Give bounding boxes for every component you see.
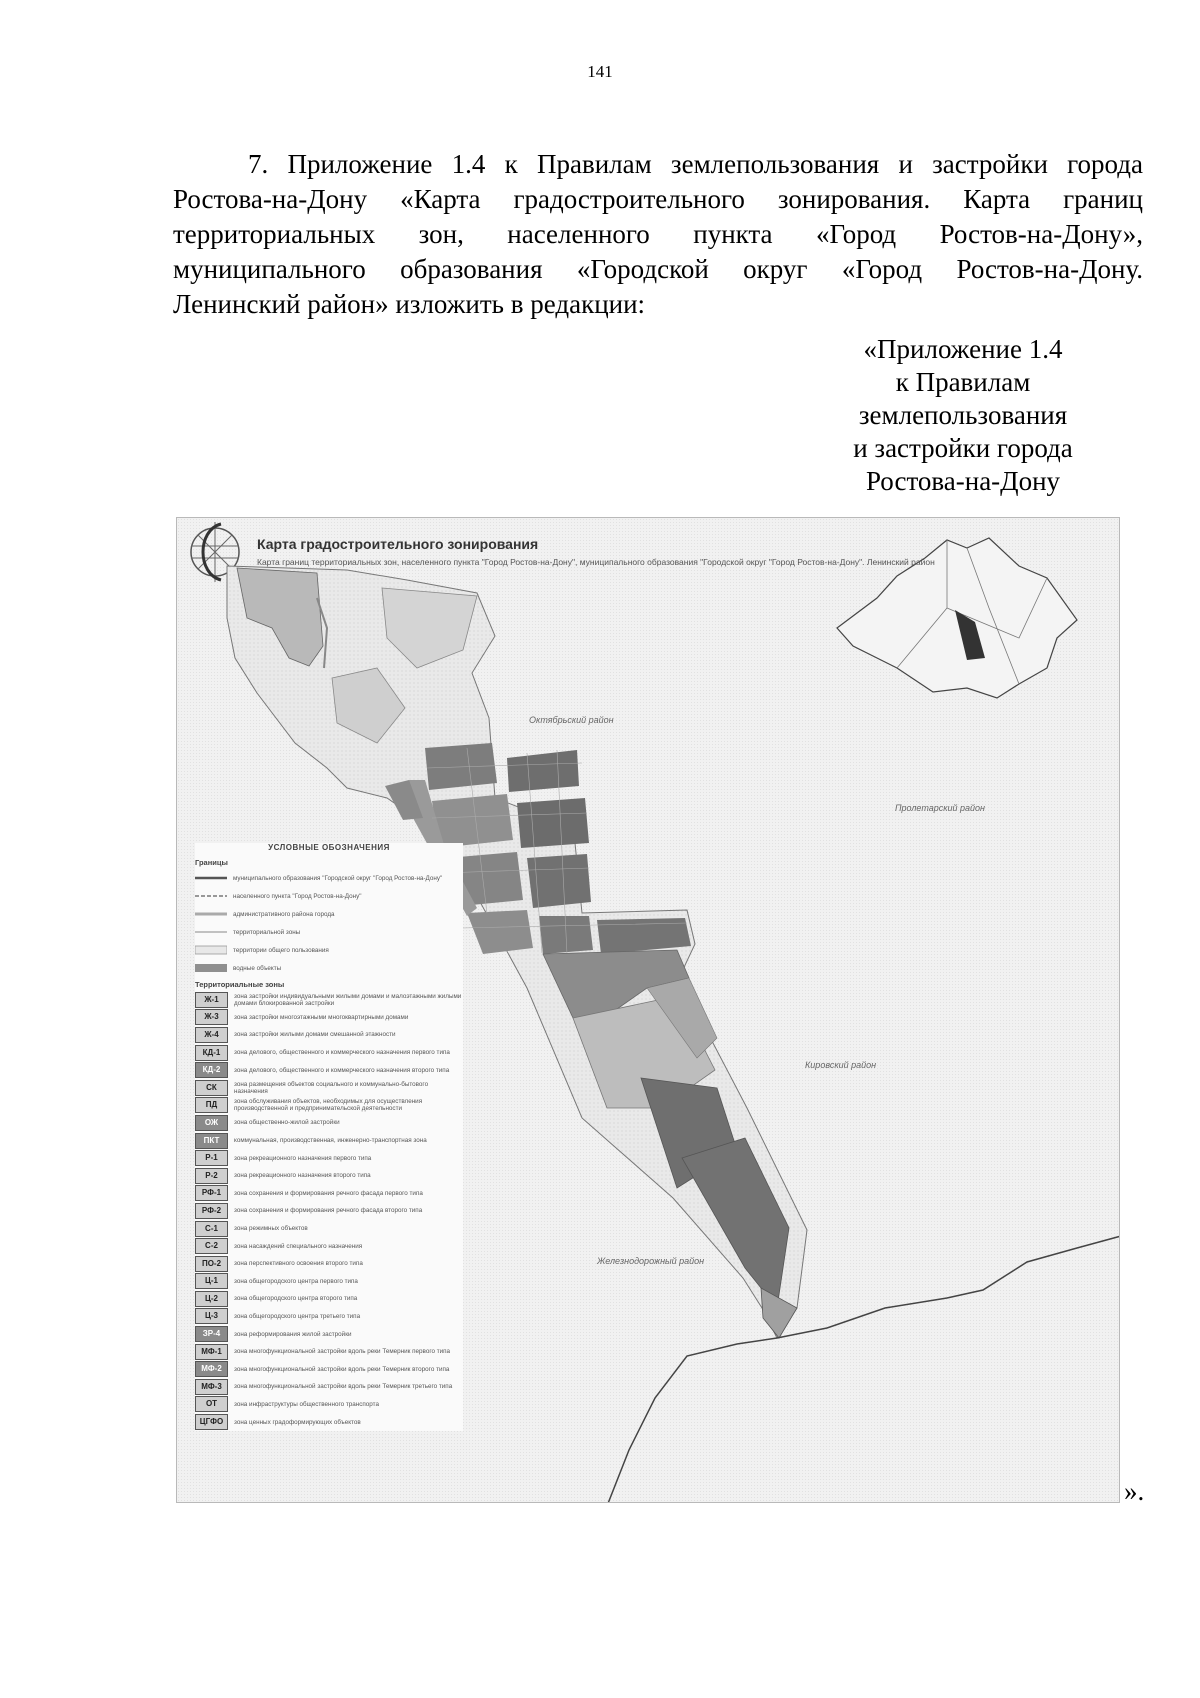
body-paragraph [173,147,1143,322]
page-number: 141 [587,62,613,81]
legend-text: зона общегородского центра второго типа [234,1295,358,1303]
legend-text: муниципального образования "Городской округ "Город Ростов-на-Дону" [233,874,443,882]
map-subtitle: Карта границ территориальных зон, населенного пункта "Город Ростов-на-Дону", муниципального образования "Городской округ "Город Ростов-на-Дону". Ленинский район [257,557,935,567]
zone-code: Ж-1 [195,992,228,1008]
legend-text: зона многофункциональной застройки вдоль реки Темерник второго типа [234,1365,450,1373]
paragraph-line: 7. Приложение 1.4 к Правилам землепользования и застройки города [248,149,1143,179]
legend-text: зона сохранения и формирования речного фасада второго типа [234,1207,423,1215]
zone-border-swatch [195,927,227,937]
legend-text: зона застройки жилыми домами смешанной этажности [234,1031,396,1039]
legend-border-item [195,869,463,887]
legend-text: зона многофункциональной застройки вдоль реки Темерник третьего типа [234,1383,453,1391]
legend-text: зона перспективного освоения второго типа [234,1260,363,1268]
legend-text: зона застройки индивидуальными жилыми домами и малоэтажными жилыми домами блокированной застройки [234,992,462,1007]
district-label: Пролетарский район [895,803,985,813]
legend-zone-item [195,1009,463,1027]
legend-text: зона реформирования жилой застройки [234,1330,352,1338]
legend-zone-item [195,1044,463,1062]
zoning-map [176,517,1120,1503]
appendix-line: землепользования [858,400,1068,430]
zone-code: ОТ [195,1396,228,1412]
legend-text: населенного пункта "Город Ростов-на-Дону" [233,892,362,900]
legend-zone-item [195,1360,463,1378]
municipal-border-swatch [195,873,227,883]
legend-zone-item [195,1167,463,1185]
zone-code: Р-2 [195,1168,228,1184]
legend-text: зона насаждений специального назначения [234,1242,363,1250]
map-title: Карта градостроительного зонирования [257,536,539,552]
legend-zone-item [195,1237,463,1255]
legend-text: зона застройки многоэтажными многоквартирными домами [234,1013,409,1021]
legend-zone-item [195,1220,463,1238]
legend-text: водные объекты [233,964,282,972]
zone-code: Р-1 [195,1150,228,1166]
legend-zone-item [195,1026,463,1044]
appendix-line: к Правилам [895,367,1031,397]
district-label: Кировский район [805,1060,877,1070]
legend-border-item [195,959,463,977]
legend-text: территории общего пользования [233,946,329,954]
legend-zone-item [195,1413,463,1431]
map-legend [195,843,463,1431]
legend-zone-item [195,1396,463,1414]
paragraph-line: Ленинский район» изложить в редакции: [173,289,646,319]
legend-text: зона режимных объектов [234,1225,308,1233]
legend-text: зона сохранения и формирования речного фасада первого типа [234,1189,423,1197]
legend-border-item [195,941,463,959]
zone-code: ПД [195,1097,228,1113]
legend-zone-item [195,1185,463,1203]
legend-border-item [195,887,463,905]
appendix-line: и застройки города [853,433,1073,463]
legend-text: зона общественно-жилой застройки [234,1119,340,1127]
legend-zone-item [195,1097,463,1115]
closing-quote: ». [1124,1476,1145,1506]
zone-code: КД-2 [195,1062,228,1078]
zone-code: Ц-2 [195,1291,228,1307]
legend-zone-item [195,1325,463,1343]
legend-zone-item [195,1255,463,1273]
district-border-swatch [195,909,227,919]
legend-text: зона рекреационного назначения первого типа [234,1154,372,1162]
legend-borders-header: Границы [195,858,228,867]
legend-zone-item [195,1343,463,1361]
legend-zone-item [195,1114,463,1132]
legend-text: зона делового, общественного и коммерческого назначения второго типа [234,1066,450,1074]
zone-code: МФ-2 [195,1361,228,1377]
legend-text: зона обслуживания объектов, необходимых для осуществления производственной и предпринимательской деятельности [234,1098,423,1113]
legend-zone-item [195,1061,463,1079]
legend-text: коммунальная, производственная, инженерно-транспортная зона [234,1137,427,1145]
zone-code: ОЖ [195,1115,228,1131]
legend-text: зона делового, общественного и коммерческого назначения первого типа [234,1049,450,1057]
legend-zone-item [195,1378,463,1396]
district-label: Железнодорожный район [597,1256,705,1266]
legend-text: зона общегородского центра первого типа [234,1277,358,1285]
paragraph-line: Ростова-на-Дону «Карта градостроительного зонирования. Карта границ [173,184,1143,214]
district-label: Октябрьский район [529,715,614,725]
settlement-border-swatch [195,891,227,901]
legend-text: зона инфраструктуры общественного транспорта [234,1400,379,1408]
zone-code: Ц-1 [195,1273,228,1289]
legend-text: зона общегородского центра третьего типа [234,1312,361,1320]
zone-code: Ж-4 [195,1027,228,1043]
legend-text: зона рекреационного назначения второго типа [234,1172,371,1180]
legend-border-item [195,905,463,923]
zone-code: ЗР-4 [195,1326,228,1342]
zone-code: ПО-2 [195,1256,228,1272]
legend-border-item [195,923,463,941]
paragraph-line: территориальных зон, населенного пункта «Город Ростов-на-Дону», [173,219,1143,249]
appendix-line: «Приложение 1.4 [863,334,1063,364]
appendix-heading [838,333,1088,498]
zone-code: КД-1 [195,1045,228,1061]
zone-code: С-2 [195,1238,228,1254]
legend-zone-item [195,1079,463,1097]
legend-zones-header: Территориальные зоны [195,980,285,989]
legend-text: зона ценных градоформирующих объектов [234,1418,361,1426]
legend-zone-item [195,1290,463,1308]
appendix-line: Ростова-на-Дону [865,466,1061,496]
legend-text: территориальной зоны [233,928,301,936]
legend-text: административного района города [233,910,335,918]
legend-zone-item [195,1308,463,1326]
zone-code: Ц-3 [195,1308,228,1324]
public-area-swatch [195,945,227,955]
legend-zone-item [195,1202,463,1220]
zone-code: С-1 [195,1221,228,1237]
zone-code: ЦГФО [195,1414,228,1430]
zone-code: ПКТ [195,1133,228,1149]
legend-zone-item [195,991,463,1009]
zone-code: МФ-3 [195,1379,228,1395]
zone-code: Ж-3 [195,1009,228,1025]
zone-code: СК [195,1080,228,1096]
legend-zone-item [195,1149,463,1167]
legend-text: зона размещения объектов социального и коммунально-бытового назначения [234,1080,429,1095]
legend-zone-item [195,1273,463,1291]
zone-code: МФ-1 [195,1344,228,1360]
zone-code: РФ-2 [195,1203,228,1219]
paragraph-line: муниципального образования «Городской округ «Город Ростов-на-Дону. [173,254,1143,284]
water-body-swatch [195,963,227,973]
legend-zone-item [195,1132,463,1150]
zone-code: РФ-1 [195,1185,228,1201]
legend-text: зона многофункциональной застройки вдоль реки Темерник первого типа [234,1348,451,1356]
legend-title: УСЛОВНЫЕ ОБОЗНАЧЕНИЯ [268,843,390,852]
